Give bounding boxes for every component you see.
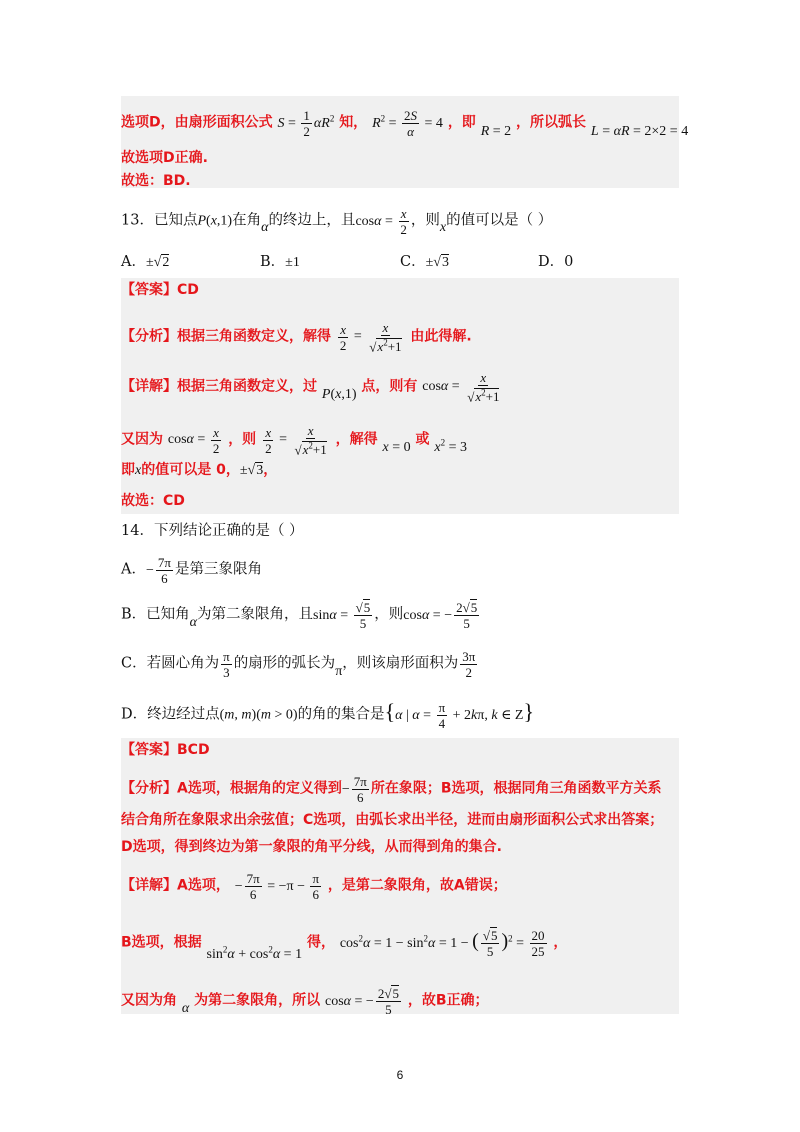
option-d-conclusion: 故选项D正确. xyxy=(121,150,208,166)
solution-block-top xyxy=(121,96,689,189)
q14-option-d: D．终边经过点(m, m)(m > 0)的角的集合是{α | α = $\frac{\pi}{4}$ + 2kπ, k ∈ Z} xyxy=(121,698,535,731)
answer-13-block xyxy=(121,278,679,514)
analysis-13: 【分析】根据三角函数定义，解得 $\frac{x}{2}$ = $\frac{x}{√x^2+1}$ 由此得解. xyxy=(121,320,472,355)
analysis-14-line3: D选项，得到终边为第一象限的角平分线，从而得到角的集合. xyxy=(121,839,502,855)
question-13-stem: 13．已知点P(x,1)在角α的终边上，且cosα = $\frac{x}{2}$ ，则x的值可以是（ ） xyxy=(121,206,553,237)
analysis-14-line2: 结合角所在象限求出余弦值；C选项，由弧长求出半径，进而由扇形面积公式求出答案； xyxy=(121,812,664,828)
detail-13-line2: 又因为 cosα = $\frac{x}{2}$ ，则 $\frac{x}{2}$ = $\frac{x}{√x^2+1}$ ，解得 x = 0 或 $x^2 = 3$ xyxy=(121,423,467,458)
detail-13: 【详解】根据三角函数定义，过 P(x,1) 点，则有 cosα = $\frac{x}{√x^2+1}$ xyxy=(121,370,500,405)
final-choice-cd: 故选：CD xyxy=(121,493,185,509)
analysis-14-line1: 【分析】A选项，根据角的定义得到− $\frac{7\pi}{6}$ 所在象限；B选项，根据同角三角函数平方关系 xyxy=(121,774,662,805)
q14-option-c: C．若圆心角为 $\frac{\pi}{3}$ 的扇形的弧长为π，则该扇形面积为 $\frac{3\pi}{2}$ xyxy=(121,649,476,680)
final-choice-bd: 故选：BD. xyxy=(121,173,191,189)
q13-option-d: D．0 xyxy=(538,254,574,270)
q13-option-b: B．±1 xyxy=(260,254,300,270)
option-d-line: 选项D，由扇形面积公式 S = $\frac{1}{2}$ $\alpha R^2$ 知， $R^2$ = $\frac{2S}{\alpha}$ = 4 ，即 R = 2 ，所以弧长 L = αR = 2×2 = 4 xyxy=(121,108,689,139)
answer-14-block xyxy=(121,738,679,1017)
detail-14-b: B选项，根据 $\sin^2\alpha + \cos^2\alpha = 1$ 得， $\cos^2\alpha = 1 - \sin^2\alpha = 1$ − ( $\frac{√5}{5}$ )$^2$ = $\frac{20}{25}$ ， xyxy=(121,928,568,962)
q14-option-a: A．− $\frac{7\pi}{6}$ 是第三象限角 xyxy=(121,555,262,586)
detail-14-a: 【详解】A选项， − $\frac{7\pi}{6}$ = −π − $\frac{\pi}{6}$ ，是第二象限角，故A错误； xyxy=(121,871,507,902)
page-number: 6 xyxy=(396,1068,404,1082)
answer-14: 【答案】BCD xyxy=(121,742,210,758)
detail-13-line3: 即x的值可以是 0，±√3， xyxy=(121,462,278,478)
q14-option-b: B．已知角α为第二象限角，且sinα = $\frac{√5}{5}$ ，则cosα = − $\frac{2√5}{5}$ xyxy=(121,600,478,631)
q13-option-c: C．±√3 xyxy=(400,254,449,270)
q13-option-a: A．±√2 xyxy=(121,254,170,270)
detail-14-c: 又因为角 α 为第二象限角，所以 cosα = − $\frac{2√5}{5}$ ，故B正确； xyxy=(121,986,489,1017)
question-14-stem: 14．下列结论正确的是（ ） xyxy=(121,523,304,539)
answer-13: 【答案】CD xyxy=(121,282,199,298)
